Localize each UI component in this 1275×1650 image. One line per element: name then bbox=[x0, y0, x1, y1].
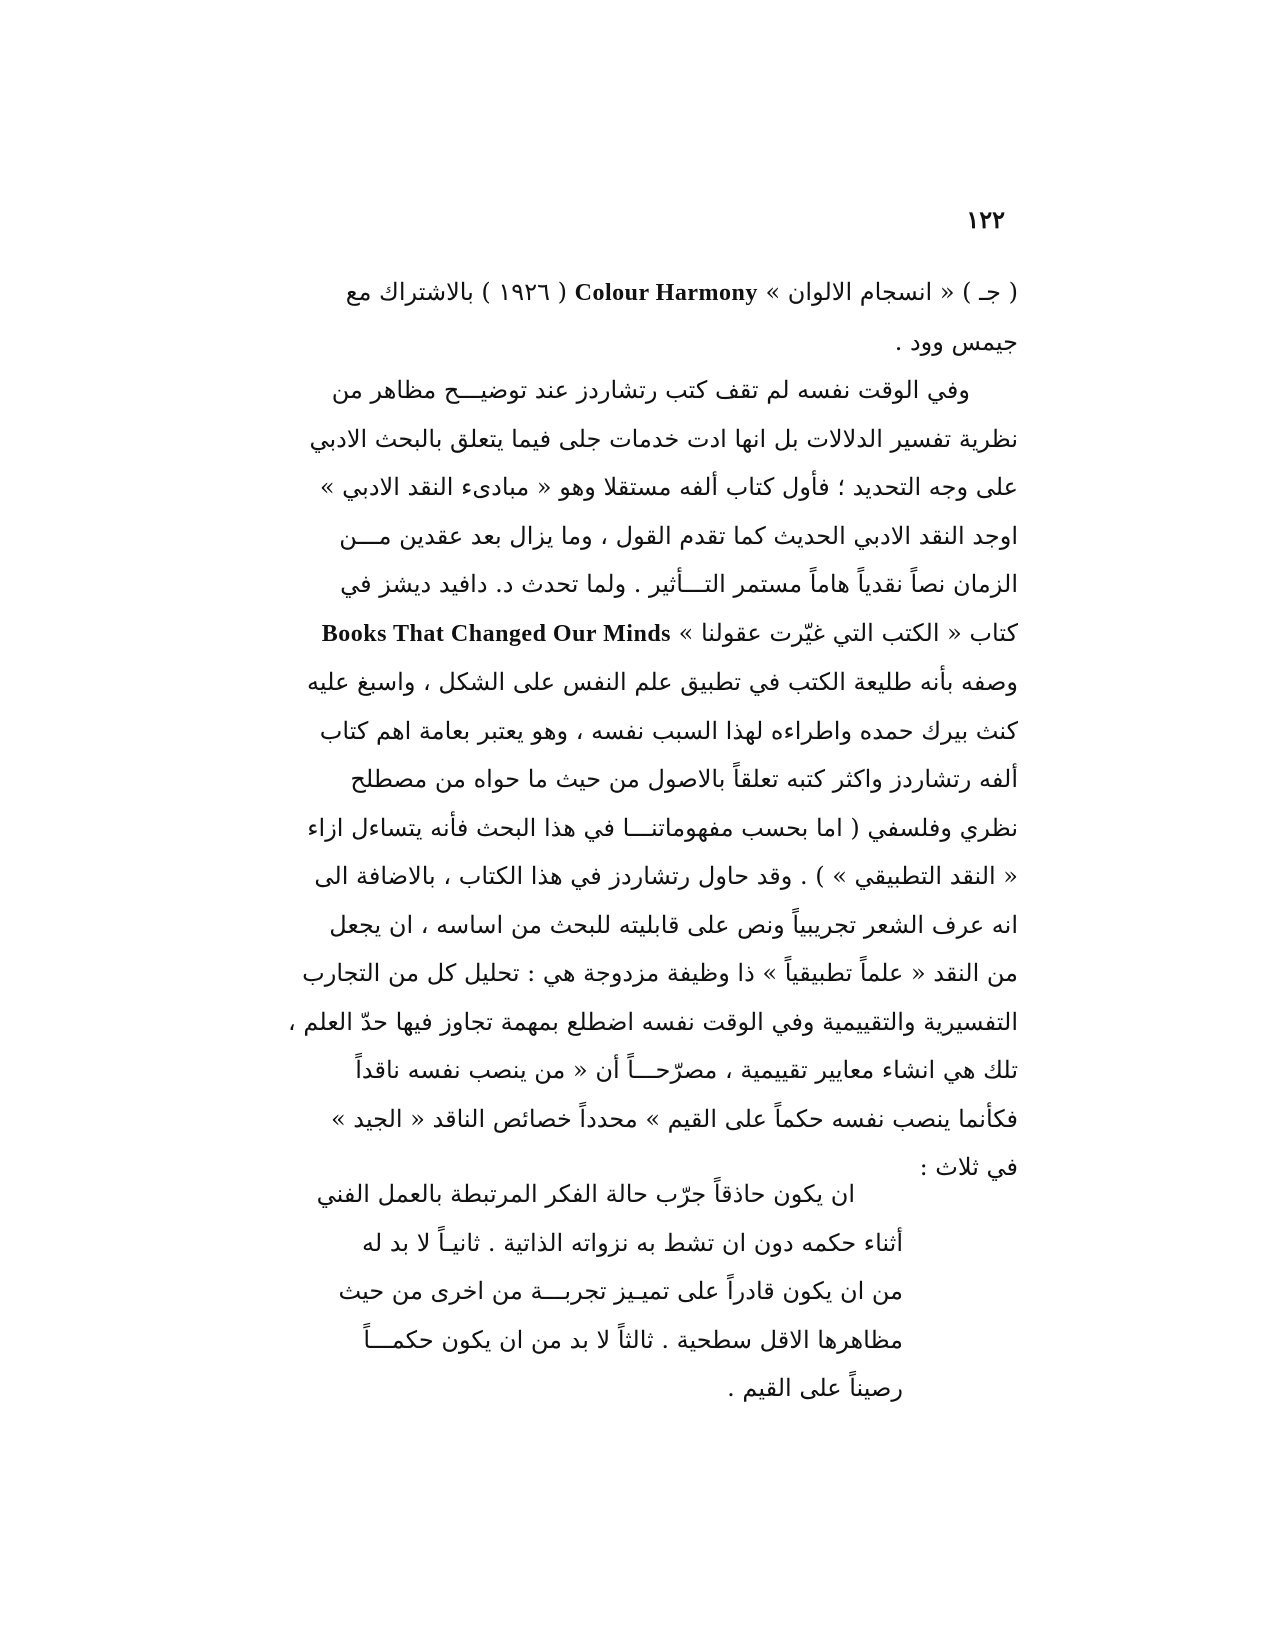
quote-line: ان يكون حاذقاً جرّب حالة الفكر المرتبطة بالعمل الفني bbox=[316, 1180, 855, 1208]
body-line-1: ( جـ ) « انسجام الالوان » Colour Harmony ( ١٩٢٦ ) بالاشتراك مع bbox=[345, 278, 1018, 306]
quote-line: من ان يكون قادراً على تميـيز تجربـــة من اخرى من حيث bbox=[338, 1277, 903, 1305]
body-line: وفي الوقت نفسه لم تقف كتب رتشاردز عند توضيـــح مظاهر من bbox=[331, 376, 970, 404]
body-line: نظرية تفسير الدلالات بل انها ادت خدمات جلى فيما يتعلق بالبحث الادبي bbox=[309, 424, 1018, 453]
body-line: جيمس وود . bbox=[894, 327, 1018, 356]
quote-line: أثناء حكمه دون ان تشط به نزواته الذاتية . ثانيـاً لا بد له bbox=[362, 1228, 903, 1257]
quote-line: مظاهرها الاقل سطحية . ثالثاً لا بد من ان يكون حكمـــاً bbox=[363, 1325, 903, 1354]
body-line: نظري وفلسفي ( اما بحسب مفهوماتنـــا في هذا البحث فأنه يتساءل ازاء bbox=[307, 813, 1018, 842]
body-line: الزمان نصاً نقدياً هاماً مستمر التـــأثير . ولما تحدث د. دافيد ديشز في bbox=[340, 570, 1018, 598]
body-line: وصفه بأنه طليعة الكتب في تطبيق علم النفس على الشكل ، واسبغ عليه bbox=[307, 668, 1018, 696]
body-line: في ثلاث : bbox=[919, 1153, 1018, 1181]
body-line: من النقد « علماً تطبيقياً » ذا وظيفة مزدوجة هي : تحليل كل من التجارب bbox=[302, 959, 1018, 987]
body-line: « النقد التطبيقي » ) . وقد حاول رتشاردز في هذا الكتاب ، بالاضافة الى bbox=[314, 862, 1018, 890]
body-line: كنث بيرك حمده واطراءه لهذا السبب نفسه ، وهو يعتبر بعامة اهم كتاب bbox=[319, 716, 1018, 745]
body-line: تلك هي انشاء معايير تقييمية ، مصرّحـــاً أن « من ينصب نفسه ناقداً bbox=[355, 1056, 1018, 1084]
body-line: فكأنما ينصب نفسه حكماً على القيم » محدداً خصائص الناقد « الجيد » bbox=[330, 1104, 1018, 1133]
body-line: انه عرف الشعر تجريبياً ونص على قابليته للبحث من اساسه ، ان يجعل bbox=[329, 910, 1018, 939]
body-line: ألفه رتشاردز واكثر كتبه تعلقاً بالاصول من حيث ما حواه من مصطلح bbox=[350, 765, 1018, 793]
quote-line: رصيناً على القيم . bbox=[727, 1374, 903, 1402]
latin-title-books-that-changed: Books That Changed Our Minds bbox=[321, 620, 672, 647]
page-number: ١٢٢ bbox=[966, 205, 1005, 234]
body-text bbox=[258, 268, 1018, 1192]
body-line-8: كتاب « الكتب التي غيّرت عقولنا » Books That Changed Our Minds bbox=[321, 618, 1018, 647]
block-quote bbox=[255, 1170, 903, 1413]
latin-title-colour-harmony: Colour Harmony bbox=[574, 280, 758, 306]
body-line: التفسيرية والتقييمية وفي الوقت نفسه اضطلع بمهمة تجاوز فيها حدّ العلم ، bbox=[288, 1007, 1018, 1036]
body-line: اوجد النقد الادبي الحديث كما تقدم القول ، وما يزال بعد عقدين مـــن bbox=[339, 521, 1018, 550]
body-line: على وجه التحديد ؛ فأول كتاب ألفه مستقلا وهو « مبادىء النقد الادبي » bbox=[319, 473, 1018, 501]
